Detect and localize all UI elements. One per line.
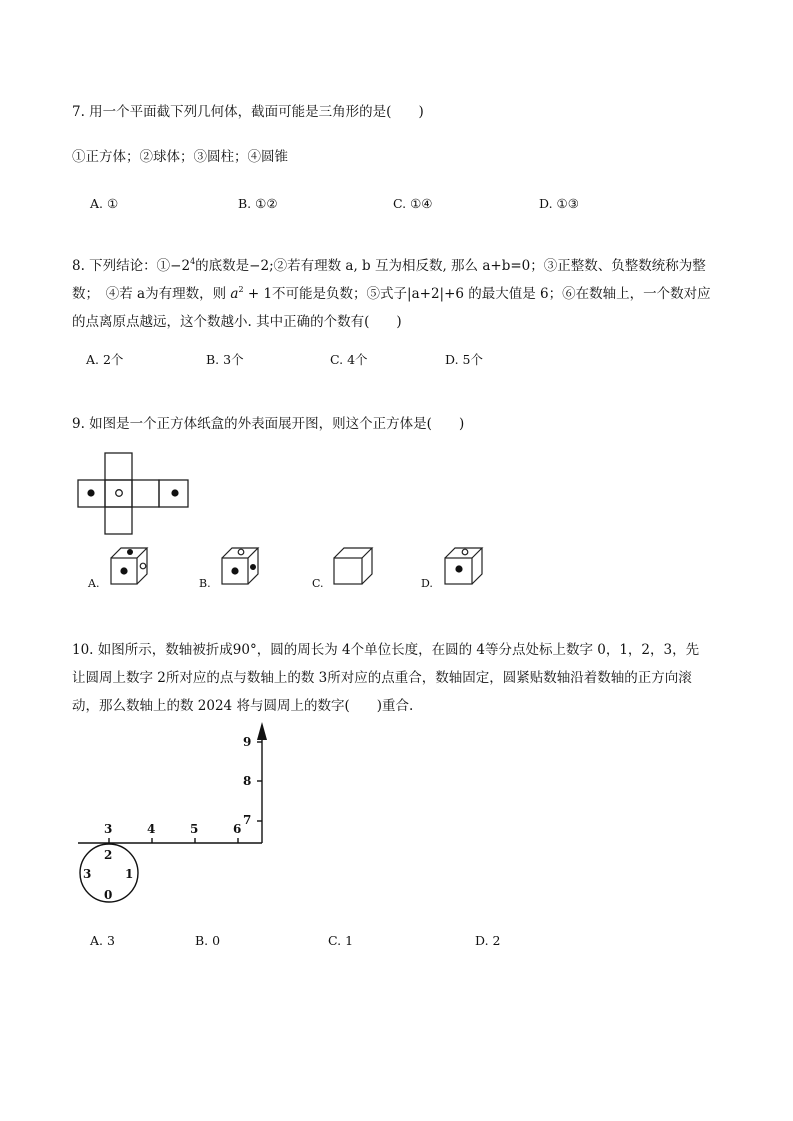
cube-a-side-dot bbox=[140, 563, 146, 569]
q7-option-d: D. ①③ bbox=[539, 196, 579, 211]
net-face-bottom bbox=[105, 507, 132, 534]
cube-b-top-dot bbox=[238, 549, 244, 555]
cube-option-a bbox=[111, 548, 147, 584]
q8-line3: 的点离原点越远，这个数越小. 其中正确的个数有( ) bbox=[72, 314, 402, 330]
q7-option-a: A. ① bbox=[90, 196, 119, 211]
q8-var-a: a bbox=[230, 286, 239, 302]
axis-label-6: 6 bbox=[233, 822, 242, 836]
axis-label-8: 8 bbox=[243, 774, 252, 788]
axis-arrow-icon bbox=[257, 722, 267, 740]
q10-line2: 让圆周上数字 2所对应的点与数轴上的数 3所对应的点重合，数轴固定，圆紧贴数轴沿着数轴的正方向滚 bbox=[72, 670, 692, 686]
q7-option-c: C. ①④ bbox=[393, 196, 433, 211]
cube-net bbox=[78, 453, 188, 534]
q9-label-c: C. bbox=[312, 577, 324, 590]
q7-option-b: B. ①② bbox=[238, 196, 278, 211]
q8-line1-post: 的底数是−2;②若有理数 a, b 互为相反数, 那么 a+b=0；③正整数、负整数统称为整 bbox=[195, 258, 706, 274]
cube-a-front-dot bbox=[120, 567, 127, 574]
q9-stem: 9. 如图是一个正方体纸盒的外表面展开图，则这个正方体是( ) bbox=[72, 416, 465, 432]
cube-d-top-dot bbox=[462, 549, 468, 555]
q8-option-a: A. 2个 bbox=[86, 352, 124, 367]
q8-line1-pre: 8. 下列结论：①−2 bbox=[72, 258, 191, 274]
folded-number-line bbox=[78, 722, 267, 902]
q9-label-d: D. bbox=[421, 577, 433, 590]
q8-line2-post: + 1不可能是负数；⑤式子|a+2|+6 的最大值是 6；⑥在数轴上，一个数对应 bbox=[243, 286, 711, 302]
net-dot-white bbox=[116, 490, 123, 497]
circle-label-0: 0 bbox=[104, 888, 113, 902]
circle-label-1: 1 bbox=[125, 867, 134, 881]
q10-line3: 动，那么数轴上的数 2024 将与圆周上的数字( )重合. bbox=[72, 698, 414, 714]
circle-label-3: 3 bbox=[83, 867, 92, 881]
q10-line1: 10. 如图所示，数轴被折成90°，圆的周长为 4个单位长度，在圆的 4等分点处标上数字 0，1，2，3，先 bbox=[72, 642, 700, 658]
cube-option-b bbox=[222, 548, 258, 584]
net-face-3 bbox=[132, 480, 159, 507]
net-dot-black-1 bbox=[87, 489, 94, 496]
q8-square: 2 bbox=[238, 285, 244, 294]
q8-option-d: D. 5个 bbox=[445, 352, 483, 367]
axis-label-4: 4 bbox=[147, 822, 156, 836]
cube-option-c bbox=[334, 548, 372, 584]
q8-option-b: B. 3个 bbox=[206, 352, 244, 367]
cube-a-top-dot bbox=[127, 549, 133, 555]
circle-label-2: 2 bbox=[104, 848, 113, 862]
q8-line2-pre: 数； ④若 a为有理数，则 bbox=[72, 286, 231, 302]
axis-label-5: 5 bbox=[190, 822, 199, 836]
cube-b-front-dot bbox=[231, 567, 238, 574]
cube-d-front-dot bbox=[455, 565, 462, 572]
cube-option-d bbox=[445, 548, 482, 584]
axis-label-9: 9 bbox=[243, 735, 252, 749]
q10-option-d: D. 2 bbox=[475, 933, 501, 948]
axis-label-3: 3 bbox=[104, 822, 113, 836]
cube-c-front bbox=[334, 558, 362, 584]
q7-items: ①正方体；②球体；③圆柱；④圆锥 bbox=[72, 149, 288, 165]
q9-label-b: B. bbox=[199, 577, 211, 590]
q10-option-a: A. 3 bbox=[90, 933, 115, 948]
cube-c-top bbox=[334, 548, 372, 558]
q8-exponent: 4 bbox=[190, 257, 196, 266]
net-dot-black-2 bbox=[171, 489, 178, 496]
q7-stem: 7. 用一个平面截下列几何体，截面可能是三角形的是( ) bbox=[72, 104, 424, 120]
axis-label-7: 7 bbox=[243, 813, 252, 827]
cube-b-side-dot bbox=[250, 564, 256, 570]
net-face-top bbox=[105, 453, 132, 480]
q10-option-b: B. 0 bbox=[195, 933, 221, 948]
q9-label-a: A. bbox=[88, 577, 100, 590]
q10-option-c: C. 1 bbox=[328, 933, 354, 948]
q8-option-c: C. 4个 bbox=[330, 352, 368, 367]
